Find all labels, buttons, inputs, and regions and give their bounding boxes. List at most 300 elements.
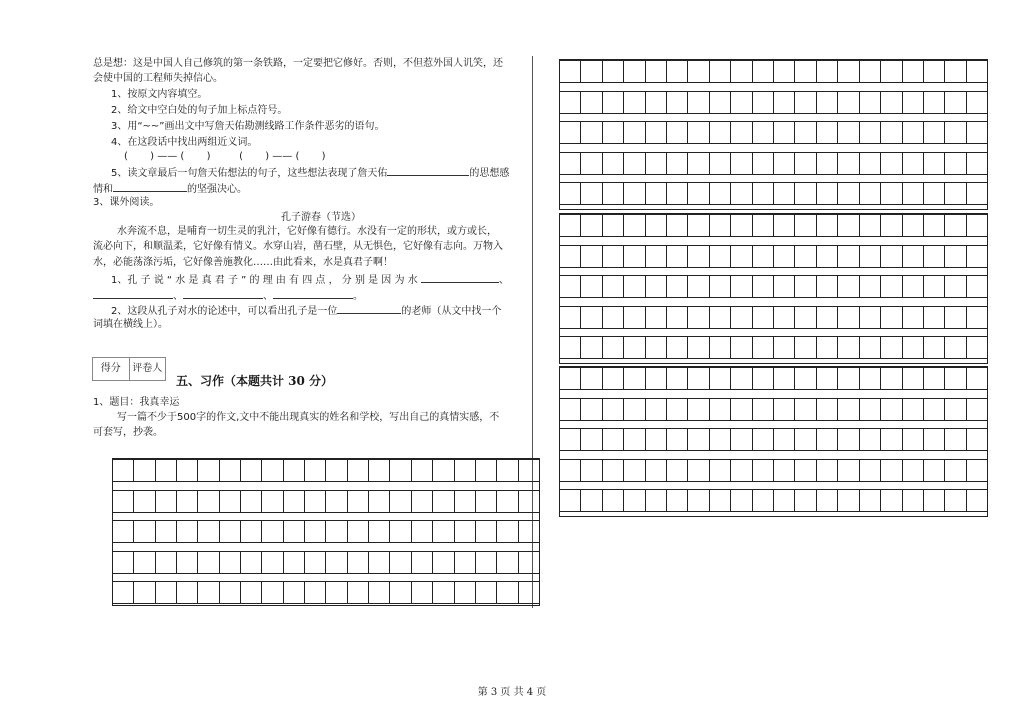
grid-cell[interactable] (881, 368, 902, 389)
grid-cell[interactable] (560, 153, 581, 174)
grid-cell[interactable] (624, 122, 645, 143)
grid-cell[interactable] (731, 61, 752, 82)
grid-cell[interactable] (945, 307, 966, 328)
grid-cell[interactable] (433, 460, 454, 481)
grid-cell[interactable] (838, 215, 859, 236)
grid-cell[interactable] (412, 552, 433, 573)
grid-cell[interactable] (646, 153, 667, 174)
grid-cell[interactable] (667, 276, 688, 297)
grid-cell[interactable] (390, 552, 411, 573)
grid-cell[interactable] (667, 183, 688, 204)
grid-cell[interactable] (795, 307, 816, 328)
grid-cell[interactable] (603, 215, 624, 236)
grid-cell[interactable] (881, 337, 902, 358)
grid-cell[interactable] (774, 399, 795, 420)
grid-cell[interactable] (134, 552, 155, 573)
grid-cell[interactable] (624, 153, 645, 174)
grid-cell[interactable] (817, 246, 838, 267)
grid-cell[interactable] (560, 460, 581, 481)
grid-cell[interactable] (945, 276, 966, 297)
grid-cell[interactable] (967, 61, 987, 82)
grid-cell[interactable] (220, 552, 241, 573)
grid-cell[interactable] (560, 122, 581, 143)
grid-cell[interactable] (753, 399, 774, 420)
grid-cell[interactable] (369, 491, 390, 512)
grid-cell[interactable] (284, 582, 305, 603)
grid-cell[interactable] (924, 122, 945, 143)
grid-cell[interactable] (924, 429, 945, 450)
grid-cell[interactable] (433, 521, 454, 542)
grid-cell[interactable] (560, 490, 581, 511)
grid-cell[interactable] (945, 399, 966, 420)
grid-cell[interactable] (860, 246, 881, 267)
grid-cell[interactable] (817, 61, 838, 82)
grid-cell[interactable] (667, 153, 688, 174)
grid-cell[interactable] (156, 460, 177, 481)
grid-cell[interactable] (795, 153, 816, 174)
grid-cell[interactable] (945, 92, 966, 113)
grid-cell[interactable] (348, 582, 369, 603)
grid-cell[interactable] (667, 399, 688, 420)
grid-cell[interactable] (945, 429, 966, 450)
grid-cell[interactable] (603, 337, 624, 358)
grid-cell[interactable] (860, 153, 881, 174)
grid-cell[interactable] (369, 460, 390, 481)
grid-cell[interactable] (348, 491, 369, 512)
grid-cell[interactable] (945, 246, 966, 267)
grid-cell[interactable] (603, 399, 624, 420)
grid-cell[interactable] (134, 521, 155, 542)
grid-cell[interactable] (156, 552, 177, 573)
grid-cell[interactable] (774, 460, 795, 481)
grid-cell[interactable] (412, 491, 433, 512)
grid-cell[interactable] (581, 246, 602, 267)
grid-cell[interactable] (305, 582, 326, 603)
grid-cell[interactable] (817, 337, 838, 358)
grid-cell[interactable] (838, 153, 859, 174)
grid-cell[interactable] (774, 246, 795, 267)
grid-cell[interactable] (817, 122, 838, 143)
grid-cell[interactable] (838, 183, 859, 204)
grid-cell[interactable] (198, 521, 219, 542)
grid-cell[interactable] (817, 368, 838, 389)
answer-blank[interactable] (183, 288, 263, 299)
grid-cell[interactable] (753, 276, 774, 297)
grid-cell[interactable] (241, 521, 262, 542)
grid-cell[interactable] (646, 61, 667, 82)
grid-cell[interactable] (860, 61, 881, 82)
grid-cell[interactable] (581, 92, 602, 113)
grid-cell[interactable] (967, 92, 987, 113)
grid-cell[interactable] (603, 122, 624, 143)
grid-cell[interactable] (924, 460, 945, 481)
grid-cell[interactable] (624, 246, 645, 267)
grid-cell[interactable] (817, 460, 838, 481)
grid-cell[interactable] (795, 61, 816, 82)
grid-cell[interactable] (603, 92, 624, 113)
grid-cell[interactable] (924, 215, 945, 236)
grid-cell[interactable] (860, 399, 881, 420)
grid-cell[interactable] (860, 337, 881, 358)
grid-cell[interactable] (753, 215, 774, 236)
grid-cell[interactable] (177, 582, 198, 603)
grid-cell[interactable] (838, 399, 859, 420)
grid-cell[interactable] (305, 521, 326, 542)
grid-cell[interactable] (581, 276, 602, 297)
grid-cell[interactable] (581, 61, 602, 82)
grid-cell[interactable] (838, 337, 859, 358)
grid-cell[interactable] (881, 399, 902, 420)
grid-cell[interactable] (305, 552, 326, 573)
grid-cell[interactable] (967, 460, 987, 481)
grid-cell[interactable] (667, 92, 688, 113)
grid-cell[interactable] (945, 215, 966, 236)
grid-cell[interactable] (624, 368, 645, 389)
grid-cell[interactable] (220, 521, 241, 542)
grid-cell[interactable] (924, 368, 945, 389)
grid-cell[interactable] (731, 276, 752, 297)
writing-grid[interactable] (112, 458, 540, 606)
grid-cell[interactable] (220, 491, 241, 512)
answer-blank[interactable] (113, 181, 187, 192)
grid-cell[interactable] (838, 276, 859, 297)
grid-cell[interactable] (731, 429, 752, 450)
grid-cell[interactable] (433, 552, 454, 573)
grid-cell[interactable] (497, 491, 518, 512)
grid-cell[interactable] (774, 122, 795, 143)
grid-cell[interactable] (731, 368, 752, 389)
grid-cell[interactable] (753, 337, 774, 358)
grid-cell[interactable] (903, 399, 924, 420)
grid-cell[interactable] (688, 246, 709, 267)
grid-cell[interactable] (881, 429, 902, 450)
grid-cell[interactable] (455, 521, 476, 542)
grid-cell[interactable] (903, 92, 924, 113)
grid-cell[interactable] (519, 491, 539, 512)
grid-cell[interactable] (795, 92, 816, 113)
grid-cell[interactable] (903, 368, 924, 389)
grid-cell[interactable] (262, 460, 283, 481)
grid-cell[interactable] (348, 521, 369, 542)
answer-blank[interactable] (387, 165, 469, 176)
grid-cell[interactable] (688, 61, 709, 82)
grid-cell[interactable] (903, 153, 924, 174)
grid-cell[interactable] (624, 92, 645, 113)
grid-cell[interactable] (774, 153, 795, 174)
grid-cell[interactable] (753, 183, 774, 204)
grid-cell[interactable] (560, 368, 581, 389)
grid-cell[interactable] (688, 490, 709, 511)
grid-cell[interactable] (710, 399, 731, 420)
grid-cell[interactable] (603, 153, 624, 174)
grid-cell[interactable] (369, 521, 390, 542)
grid-cell[interactable] (326, 582, 347, 603)
grid-cell[interactable] (731, 92, 752, 113)
grid-cell[interactable] (838, 429, 859, 450)
grid-cell[interactable] (903, 61, 924, 82)
grid-cell[interactable] (348, 460, 369, 481)
grid-cell[interactable] (924, 276, 945, 297)
grid-cell[interactable] (795, 276, 816, 297)
grid-cell[interactable] (476, 460, 497, 481)
grid-cell[interactable] (903, 246, 924, 267)
grid-cell[interactable] (774, 490, 795, 511)
grid-cell[interactable] (369, 582, 390, 603)
grid-cell[interactable] (903, 460, 924, 481)
grid-cell[interactable] (284, 491, 305, 512)
grid-cell[interactable] (795, 122, 816, 143)
grid-cell[interactable] (688, 368, 709, 389)
grid-cell[interactable] (433, 582, 454, 603)
grid-cell[interactable] (924, 399, 945, 420)
grid-cell[interactable] (519, 521, 539, 542)
grid-cell[interactable] (560, 183, 581, 204)
grid-cell[interactable] (390, 460, 411, 481)
grid-cell[interactable] (774, 337, 795, 358)
grid-cell[interactable] (945, 490, 966, 511)
grid-cell[interactable] (860, 183, 881, 204)
grid-cell[interactable] (156, 582, 177, 603)
grid-cell[interactable] (688, 215, 709, 236)
grid-cell[interactable] (710, 61, 731, 82)
grid-cell[interactable] (860, 429, 881, 450)
grid-cell[interactable] (903, 429, 924, 450)
grid-cell[interactable] (881, 307, 902, 328)
grid-cell[interactable] (369, 552, 390, 573)
grid-cell[interactable] (774, 92, 795, 113)
grid-cell[interactable] (688, 183, 709, 204)
grid-cell[interactable] (881, 61, 902, 82)
grid-cell[interactable] (817, 92, 838, 113)
grid-cell[interactable] (945, 183, 966, 204)
grid-cell[interactable] (688, 399, 709, 420)
grid-cell[interactable] (646, 276, 667, 297)
grid-cell[interactable] (667, 215, 688, 236)
grid-cell[interactable] (817, 183, 838, 204)
grid-cell[interactable] (795, 399, 816, 420)
grid-cell[interactable] (646, 183, 667, 204)
grid-cell[interactable] (519, 552, 539, 573)
grid-cell[interactable] (581, 337, 602, 358)
grid-cell[interactable] (177, 552, 198, 573)
grid-cell[interactable] (688, 337, 709, 358)
grid-cell[interactable] (881, 153, 902, 174)
grid-cell[interactable] (753, 460, 774, 481)
grid-cell[interactable] (860, 215, 881, 236)
grid-cell[interactable] (326, 521, 347, 542)
grid-cell[interactable] (667, 368, 688, 389)
grid-cell[interactable] (881, 122, 902, 143)
grid-cell[interactable] (795, 215, 816, 236)
grid-cell[interactable] (838, 368, 859, 389)
grid-cell[interactable] (326, 491, 347, 512)
grid-cell[interactable] (603, 61, 624, 82)
grid-cell[interactable] (667, 307, 688, 328)
grid-cell[interactable] (262, 521, 283, 542)
grid-cell[interactable] (753, 153, 774, 174)
answer-blank[interactable] (421, 272, 499, 283)
grid-cell[interactable] (560, 246, 581, 267)
grid-cell[interactable] (667, 61, 688, 82)
grid-cell[interactable] (198, 460, 219, 481)
grid-cell[interactable] (924, 337, 945, 358)
grid-cell[interactable] (795, 460, 816, 481)
grid-cell[interactable] (967, 153, 987, 174)
grid-cell[interactable] (581, 429, 602, 450)
grid-cell[interactable] (774, 307, 795, 328)
grid-cell[interactable] (753, 246, 774, 267)
grid-cell[interactable] (710, 183, 731, 204)
grid-cell[interactable] (560, 276, 581, 297)
grid-cell[interactable] (688, 460, 709, 481)
grid-cell[interactable] (581, 368, 602, 389)
grid-cell[interactable] (412, 521, 433, 542)
grid-cell[interactable] (731, 183, 752, 204)
grid-cell[interactable] (838, 122, 859, 143)
grid-cell[interactable] (688, 307, 709, 328)
grid-cell[interactable] (945, 153, 966, 174)
grid-cell[interactable] (624, 460, 645, 481)
grid-cell[interactable] (688, 276, 709, 297)
grid-cell[interactable] (581, 153, 602, 174)
grid-cell[interactable] (710, 307, 731, 328)
grid-cell[interactable] (753, 61, 774, 82)
grid-cell[interactable] (860, 92, 881, 113)
answer-blank[interactable] (93, 288, 173, 299)
grid-cell[interactable] (412, 460, 433, 481)
answer-blank[interactable] (273, 288, 353, 299)
grid-cell[interactable] (860, 307, 881, 328)
grid-cell[interactable] (455, 491, 476, 512)
grid-cell[interactable] (497, 521, 518, 542)
grid-cell[interactable] (198, 582, 219, 603)
grid-cell[interactable] (390, 582, 411, 603)
grid-cell[interactable] (220, 460, 241, 481)
grid-cell[interactable] (560, 399, 581, 420)
grid-cell[interactable] (624, 183, 645, 204)
grid-cell[interactable] (710, 429, 731, 450)
grid-cell[interactable] (860, 490, 881, 511)
grid-cell[interactable] (646, 399, 667, 420)
grid-cell[interactable] (476, 552, 497, 573)
grid-cell[interactable] (177, 521, 198, 542)
grid-cell[interactable] (838, 246, 859, 267)
grid-cell[interactable] (710, 368, 731, 389)
grid-cell[interactable] (412, 582, 433, 603)
grid-cell[interactable] (284, 521, 305, 542)
grid-cell[interactable] (903, 307, 924, 328)
grid-cell[interactable] (390, 491, 411, 512)
grid-cell[interactable] (753, 92, 774, 113)
grid-cell[interactable] (710, 92, 731, 113)
grid-cell[interactable] (967, 368, 987, 389)
grid-cell[interactable] (795, 246, 816, 267)
grid-cell[interactable] (326, 460, 347, 481)
grid-cell[interactable] (646, 429, 667, 450)
answer-blank[interactable] (337, 303, 401, 314)
grid-cell[interactable] (774, 368, 795, 389)
grid-cell[interactable] (817, 215, 838, 236)
grid-cell[interactable] (667, 337, 688, 358)
grid-cell[interactable] (945, 122, 966, 143)
grid-cell[interactable] (881, 276, 902, 297)
grid-cell[interactable] (220, 582, 241, 603)
grid-cell[interactable] (838, 490, 859, 511)
grid-cell[interactable] (817, 399, 838, 420)
grid-cell[interactable] (476, 582, 497, 603)
grid-cell[interactable] (967, 122, 987, 143)
grid-cell[interactable] (177, 491, 198, 512)
grid-cell[interactable] (838, 307, 859, 328)
grid-cell[interactable] (519, 582, 539, 603)
grid-cell[interactable] (305, 460, 326, 481)
grid-cell[interactable] (774, 276, 795, 297)
grid-cell[interactable] (177, 460, 198, 481)
grid-cell[interactable] (945, 460, 966, 481)
grid-cell[interactable] (241, 460, 262, 481)
grid-cell[interactable] (881, 92, 902, 113)
grid-cell[interactable] (838, 460, 859, 481)
grid-cell[interactable] (667, 460, 688, 481)
grid-cell[interactable] (945, 337, 966, 358)
grid-cell[interactable] (731, 153, 752, 174)
grid-cell[interactable] (731, 399, 752, 420)
writing-grid[interactable] (559, 366, 988, 517)
grid-cell[interactable] (581, 122, 602, 143)
grid-cell[interactable] (455, 552, 476, 573)
grid-cell[interactable] (262, 491, 283, 512)
grid-cell[interactable] (731, 122, 752, 143)
grid-cell[interactable] (710, 276, 731, 297)
grid-cell[interactable] (560, 307, 581, 328)
grid-cell[interactable] (667, 429, 688, 450)
grid-cell[interactable] (646, 215, 667, 236)
grid-cell[interactable] (817, 307, 838, 328)
grid-cell[interactable] (967, 337, 987, 358)
grid-cell[interactable] (581, 490, 602, 511)
grid-cell[interactable] (603, 183, 624, 204)
grid-cell[interactable] (731, 246, 752, 267)
grid-cell[interactable] (753, 429, 774, 450)
grid-cell[interactable] (688, 153, 709, 174)
grid-cell[interactable] (497, 460, 518, 481)
grid-cell[interactable] (967, 183, 987, 204)
grid-cell[interactable] (134, 491, 155, 512)
grid-cell[interactable] (903, 337, 924, 358)
grid-cell[interactable] (795, 183, 816, 204)
grid-cell[interactable] (476, 521, 497, 542)
grid-cell[interactable] (924, 307, 945, 328)
grid-cell[interactable] (710, 246, 731, 267)
grid-cell[interactable] (113, 460, 134, 481)
grid-cell[interactable] (967, 399, 987, 420)
grid-cell[interactable] (795, 490, 816, 511)
grid-cell[interactable] (603, 490, 624, 511)
grid-cell[interactable] (560, 92, 581, 113)
grid-cell[interactable] (795, 337, 816, 358)
grid-cell[interactable] (903, 183, 924, 204)
grid-cell[interactable] (581, 183, 602, 204)
grid-cell[interactable] (967, 429, 987, 450)
grid-cell[interactable] (134, 582, 155, 603)
grid-cell[interactable] (838, 61, 859, 82)
grid-cell[interactable] (731, 215, 752, 236)
grid-cell[interactable] (817, 490, 838, 511)
grid-cell[interactable] (519, 460, 539, 481)
grid-cell[interactable] (731, 460, 752, 481)
grid-cell[interactable] (667, 490, 688, 511)
grid-cell[interactable] (624, 429, 645, 450)
